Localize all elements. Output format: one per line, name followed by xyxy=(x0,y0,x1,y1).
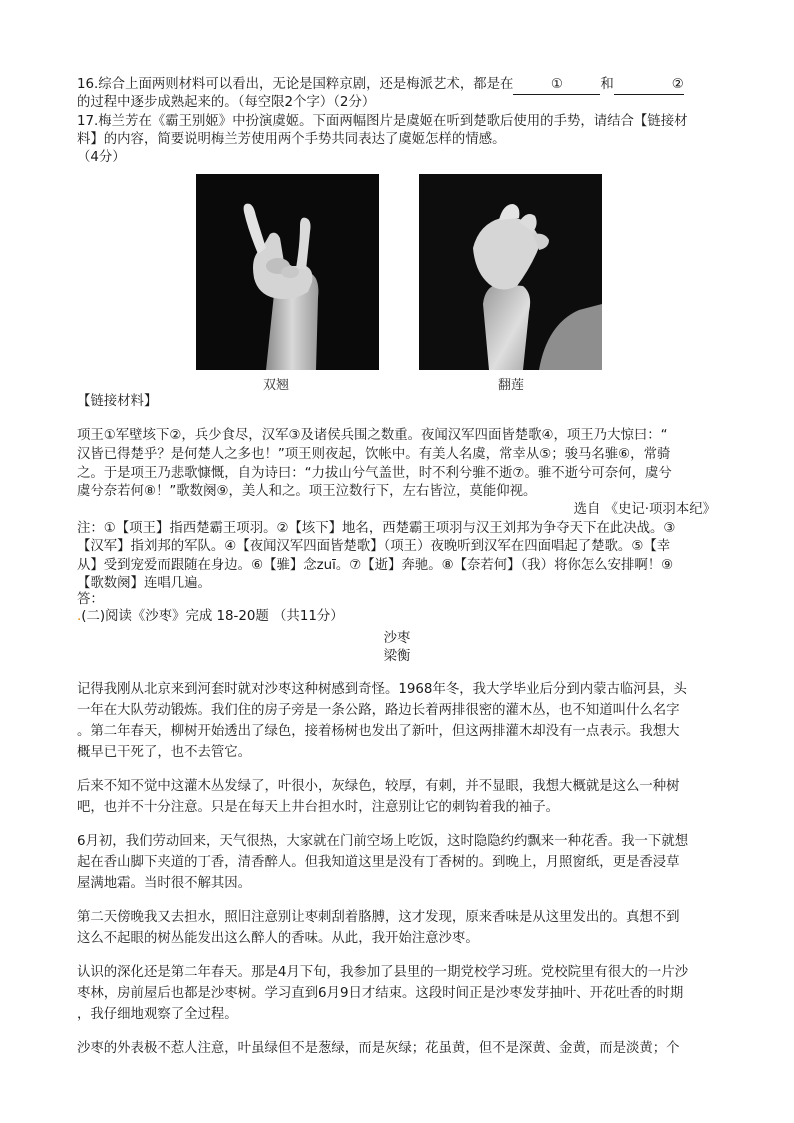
answer-label: 答： xyxy=(77,592,104,607)
q16-line1 xyxy=(77,76,684,95)
paragraph-line: 后来不知不觉中这灌木丛发绿了，叶很小，灰绿色，较厚，有刺，并不显眼，我想大概就是这么一种树 xyxy=(77,779,680,794)
note-line: 【汉军】指刘邦的军队。④【夜闻汉军四面皆楚歌】（项王）夜晚听到汉军在四面唱起了楚歌。⑤【幸 xyxy=(77,539,671,554)
marker-dot-icon: . xyxy=(77,609,82,624)
q16-line2: 的过程中逐步成熟起来的。（每空限2个字）（2分） xyxy=(77,95,376,110)
source-citation: 选自 《史记·项羽本纪》 xyxy=(573,502,716,517)
note-line: 【歌数阕】连唱几遍。 xyxy=(77,576,211,591)
paragraph-line: 概早已干死了，也不去管它。 xyxy=(77,745,252,760)
paragraph-line: 认识的深化还是第二年春天。那是4月下旬，我参加了县里的一期党校学习班。党校院里有很大的一片沙 xyxy=(77,965,689,980)
q16-text: 16.综合上面两则材料可以看出，无论是国粹京剧，还是梅派艺术，都是在 xyxy=(77,77,514,92)
paragraph-line: 一年在大队劳动锻炼。我们住的房子旁是一条公路，路边长着两排很密的灌木丛，也不知道叫什么名字 xyxy=(77,703,680,718)
paragraph-line: 吧，也并不十分注意。只是在每天上井台担水时，注意别让它的刺钩着我的袖子。 xyxy=(77,800,560,815)
hand-gesture-photo-shuangqiao xyxy=(196,174,379,370)
hand-shuangqiao-icon xyxy=(196,174,379,370)
paragraph-line: 这么不起眼的树丛能发出这么醉人的香味。从此，我开始注意沙枣。 xyxy=(77,931,479,946)
paragraph-line: 第二天傍晚我又去担水，照旧注意别让枣刺刮着胳膊，这才发现，原来香味是从这里发出的。真想不到 xyxy=(77,910,680,925)
q17-line1: 17.梅兰芳在《霸王别姬》中扮演虞姬。下面两幅图片是虞姬在听到楚歌后使用的手势，请结合【链接材 xyxy=(77,114,688,129)
answer-blank-2[interactable]: ② xyxy=(614,76,684,95)
hand-gesture-photo-fanlian xyxy=(419,174,602,370)
link-paragraph-line: 汉皆已得楚乎？是何楚人之多也！”项王则夜起，饮帐中。有美人名虞，常幸从⑤；骏马名骓⑥，常骑 xyxy=(77,447,671,462)
paragraph-line: 屋满地霜。当时很不解其因。 xyxy=(77,876,252,891)
paragraph-line: 起在香山脚下夹道的丁香，清香醉人。但我知道这里是没有丁香树的。到晚上，月照窗纸，更是香浸草 xyxy=(77,855,680,870)
paragraph-line: ，我仔细地观察了全过程。 xyxy=(77,1007,238,1022)
article-title: 沙枣 xyxy=(383,631,411,646)
link-paragraph-line: 之。于是项王乃悲歌慷慨，自为诗曰：“力拔山兮气盖世，时不利兮骓不逝⑦。骓不逝兮可奈何，虞兮 xyxy=(77,466,672,481)
link-heading: 【链接材料】 xyxy=(77,394,158,409)
q17-line3: （4分） xyxy=(77,150,126,165)
q17-line2: 料】的内容，简要说明梅兰芳使用两个手势共同表达了虞姬怎样的情感。 xyxy=(77,132,506,147)
hand-fanlian-icon xyxy=(419,174,602,370)
answer-blank-1[interactable]: ① xyxy=(513,76,600,95)
paragraph-line: 记得我刚从北京来到河套时就对沙枣这种树感到奇怪。1968年冬，我大学毕业后分到内蒙古临河县，头 xyxy=(77,682,687,697)
q16-and: 和 xyxy=(600,77,614,92)
article-author: 梁衡 xyxy=(383,649,411,664)
caption-fanlian: 翻莲 xyxy=(498,378,525,393)
paragraph-line: 。第二年春天，柳树开始透出了绿色，接着杨树也发出了新叶，但这两排灌木却没有一点表示。我想大 xyxy=(77,724,680,739)
link-paragraph-line: 项王①军壁垓下②，兵少食尽，汉军③及诸侯兵围之数重。夜闻汉军四面皆楚歌④，项王乃大惊曰：“ xyxy=(77,428,668,443)
link-paragraph-line: 虞兮奈若何⑧！”歌数阕⑨，美人和之。项王泣数行下，左右皆泣，莫能仰视。 xyxy=(77,484,537,499)
paragraph-line: 沙枣的外表极不惹人注意，叶虽绿但不是葱绿，而是灰绿；花虽黄，但不是深黄、金黄，而是淡黄；个 xyxy=(77,1041,680,1056)
section-intro: .(二)阅读《沙枣》完成 18-20题 （共11分） xyxy=(77,609,344,624)
paragraph-line: 枣林，房前屋后也都是沙枣树。学习直到6月9日才结束。这段时间正是沙枣发芽抽叶、开花吐香的时期 xyxy=(77,986,684,1001)
note-line: 从】受到宠爱而跟随在身边。⑥【骓】念zuī。⑦【逝】奔驰。⑧【奈若何】（我）将你怎么安排啊！⑨ xyxy=(77,558,674,573)
note-line: 注：①【项王】指西楚霸王项羽。②【垓下】地名，西楚霸王项羽与汉王刘邦为争夺天下在此决战。③ xyxy=(77,521,676,536)
paragraph-line: 6月初，我们劳动回来，天气很热，大家就在门前空场上吃饭，这时隐隐约约飘来一种花香。我一下就想 xyxy=(77,834,689,849)
caption-shuangqiao: 双翘 xyxy=(263,378,290,393)
